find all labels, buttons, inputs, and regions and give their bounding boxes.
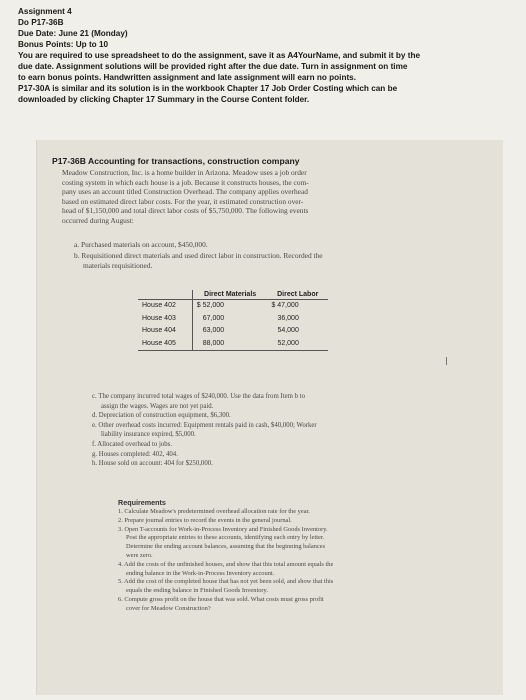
- table-row: [138, 338, 328, 351]
- cell-dm: 88,000: [192, 338, 267, 351]
- cell-dl: $ 47,000: [267, 300, 328, 313]
- requirement-1: 1. Calculate Meadow's predetermined overhead allocation rate for the year.: [118, 508, 310, 515]
- requirement-5-line-1: 5. Add the cost of the completed house that has not yet been sold, and show that this: [118, 578, 334, 586]
- event-d: d. Depreciation of construction equipment, $6,300.: [92, 412, 231, 420]
- description-line: costing system in which each house is a job. Because it constructs houses, the com-: [62, 177, 309, 187]
- cost-table: [138, 290, 328, 351]
- cell-dl: 36,000: [277, 314, 299, 322]
- requirement-3-line-2: Post the appropriate entries to these accounts, identifying each entry by letter.: [126, 534, 325, 542]
- description-line: based on estimated direct labor costs. For the year, it estimated construction over-: [62, 196, 304, 206]
- requirement-4-line-1: 4. Add the costs of the unfinished houses, and show that this total amount equals the: [118, 560, 334, 568]
- table-row: [138, 313, 328, 326]
- event-b-line-1: b. Requisitioned direct materials and used direct labor in construction. Recorded the: [74, 251, 323, 260]
- problem-code: Do P17-36B: [18, 18, 64, 27]
- cell-dm: 67,000: [202, 314, 225, 322]
- requirement-6-line-2: cover for Meadow Construction?: [126, 604, 211, 612]
- event-b-line-2: materials requisitioned.: [83, 260, 153, 270]
- instructions-line-5: downloaded by clicking Chapter 17 Summary in the Course Content folder.: [18, 95, 310, 104]
- events-list: [92, 392, 472, 469]
- bonus-points: Bonus Points: Up to 10: [18, 40, 109, 49]
- requirement-5-line-2: equals the ending balance in Finished Goods Inventory.: [126, 587, 268, 595]
- cell-dl: 54,000: [277, 327, 299, 334]
- text-cursor: [446, 357, 447, 365]
- row-label: House 405: [138, 338, 192, 351]
- description-line: Meadow Construction, Inc. is a home builder in Arizona. Meadow uses a job order: [62, 168, 307, 177]
- requirement-3-line-1: 3. Open T-accounts for Work-in-Process Inventory and Finished Goods Inventory.: [118, 525, 328, 533]
- event-c-line-1: c. The company incurred total wages of $240,000. Use the data from Item b to: [92, 393, 305, 400]
- requirement-3-line-4: were zero.: [126, 551, 153, 559]
- row-label: House 404: [138, 325, 192, 338]
- event-f: f. Allocated overhead to jobs.: [92, 440, 173, 448]
- event-e-line-2: liability insurance expired, $5,000.: [101, 431, 196, 439]
- cell-dm: $ 52,000: [192, 300, 267, 313]
- table-row: [138, 325, 328, 338]
- row-label: House 402: [138, 300, 192, 313]
- event-h: h. House sold on account: 404 for $250,000.: [92, 460, 213, 468]
- assignment-title: Assignment 4: [18, 7, 72, 16]
- requirement-6-line-1: 6. Compute gross profit on the house that was sold. What costs must gross profit: [118, 595, 324, 603]
- requirement-4-line-2: ending balance in the Work-in-Process Inventory account.: [126, 569, 275, 577]
- assignment-header: [18, 6, 508, 105]
- instructions-line-2: due date. Assignment solutions will be provided right after the due date. Turn in assignment on time: [18, 62, 408, 71]
- col-direct-materials: Direct Materials: [192, 290, 267, 300]
- cell-dm: 63,000: [202, 327, 225, 334]
- requirement-3-line-3: Determine the ending account balances, assuming that the beginning balances: [126, 543, 326, 551]
- event-c-line-2: assign the wages. Wages are not yet paid.: [101, 402, 214, 410]
- row-label: House 403: [138, 313, 192, 326]
- cell-dl: 52,000: [267, 338, 328, 351]
- instructions-line-4: P17-30A is similar and its solution is in the workbook Chapter 17 Job Order Costing which can be: [18, 84, 398, 93]
- requirement-2: 2. Prepare journal entries to record the events in the general journal.: [118, 516, 292, 524]
- event-b: [74, 251, 414, 270]
- event-a: a. Purchased materials on account, $450,000.: [74, 240, 208, 249]
- requirements-list: [118, 508, 478, 614]
- event-g: g. Houses completed: 402, 404.: [92, 450, 178, 458]
- instructions-line-3: to earn bonus points. Handwritten assignment and late assignment will earn no points.: [18, 73, 357, 82]
- description-line: head of $1,150,000 and total direct labor costs of $5,750,000. The following events: [62, 206, 309, 216]
- problem-description: [62, 168, 472, 226]
- instructions-line-1: You are required to use spreadsheet to do the assignment, save it as A4YourName, and submit it by the: [18, 51, 421, 60]
- description-line: pany uses an account titled Construction Overhead. The company applies overhead: [62, 187, 308, 197]
- due-date: Due Date: June 21 (Monday): [18, 29, 128, 38]
- table-corner: [138, 290, 192, 300]
- description-line: occurred during August:: [62, 215, 134, 225]
- col-direct-labor: Direct Labor: [267, 290, 328, 300]
- event-e-line-1: e. Other overhead costs incurred: Equipment rentals paid in cash, $40,000; Worker: [92, 421, 317, 429]
- table-row: [138, 300, 328, 313]
- problem-title: P17-36B Accounting for transactions, construction company: [52, 156, 300, 166]
- requirements-title: Requirements: [118, 498, 166, 507]
